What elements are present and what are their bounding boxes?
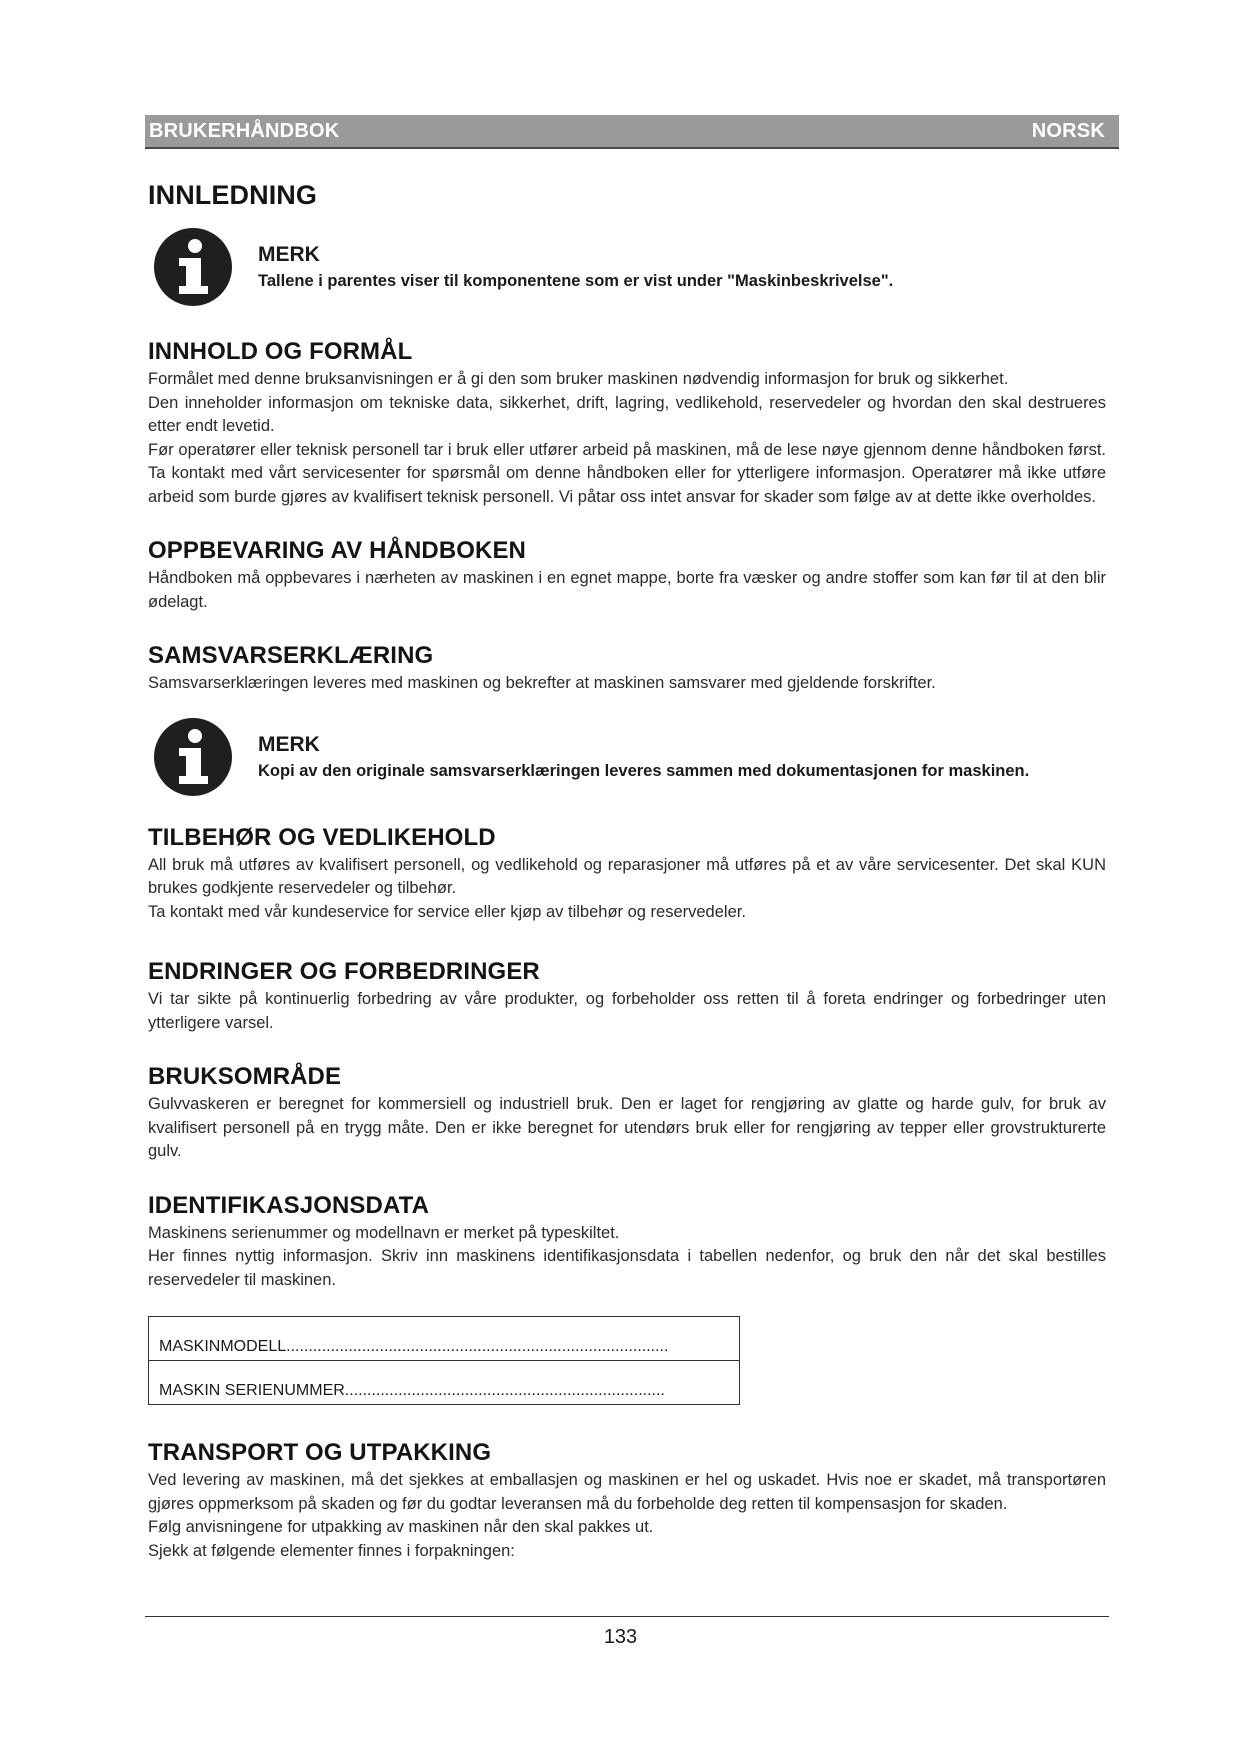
section-title-content-purpose: INNHOLD OG FORMÅL: [148, 338, 413, 365]
paragraph: Gulvvaskeren er beregnet for kommersiell og industriell bruk. Den er laget for rengjøring av glatte og harde gulv, for bruk av kvalifisert personell på en trygg måte. Den er ikke beregnet for utendørs bruk eller for rengjøring av tepper eller grovstrukturerte gulv.: [148, 1095, 1106, 1160]
paragraph: Formålet med denne bruksanvisningen er å gi den som bruker maskinen nødvendig informasjon for bruk og sikkerhet.: [148, 370, 1009, 388]
paragraph: Den inneholder informasjon om tekniske data, sikkerhet, drift, lagring, vedlikehold, reservedeler og hvordan den skal destrueres etter endt levetid.: [148, 393, 1106, 435]
paragraph: Maskinens serienummer og modellnavn er merket på typeskiltet.: [148, 1223, 620, 1242]
section-title-accessories: TILBEHØR OG VEDLIKEHOLD: [148, 823, 496, 851]
footer-divider: [145, 1616, 1109, 1617]
document-header: [145, 115, 1119, 149]
note-title: MERK: [258, 732, 320, 756]
note-text: Kopi av den originale samsvarserklæringen leveres sammen med dokumentasjonen for maskinen.: [258, 761, 1030, 780]
section-title-usage: BRUKSOMRÅDE: [148, 1063, 342, 1090]
header-language: NORSK: [1031, 119, 1105, 142]
paragraph: Følg anvisningene for utpakking av maskinen når den skal pakkes ut.: [148, 1518, 654, 1536]
note-box-conformity: [148, 714, 1106, 800]
section-title-introduction: INNLEDNING: [148, 180, 317, 210]
paragraph: Her finnes nyttig informasjon. Skriv inn maskinens identifikasjonsdata i tabellen nedenfor, og bruk den når det skal bestilles reservedeler til maskinen.: [148, 1247, 1106, 1289]
section-title-identification: IDENTIFIKASJONSDATA: [148, 1191, 430, 1219]
paragraph: Ved levering av maskinen, må det sjekkes at emballasjen og maskinen er hel og uskadet. Hvis noe er skadet, må transportøren gjøres oppmerksom på skaden og før du godtar leveransen må du forbeholde deg retten til kompensasjon for skaden.: [148, 1471, 1106, 1513]
note-box-components: [148, 224, 1106, 310]
paragraph: Samsvarserklæringen leveres med maskinen og bekrefter at maskinen samsvarer med gjeldende forskrifter.: [148, 674, 936, 692]
page-number: 133: [603, 1626, 638, 1648]
paragraph: Sjekk at følgende elementer finnes i forpakningen:: [148, 1541, 515, 1560]
info-icon: [154, 228, 232, 306]
machine-model-field: MASKINMODELL......................................................................................: [149, 1317, 740, 1361]
info-icon: [154, 718, 232, 796]
paragraph: Håndboken må oppbevares i nærheten av maskinen i en egnet mappe, borte fra væsker og andre stoffer som kan før til at den blir ødelagt.: [148, 569, 1106, 611]
identification-table: [148, 1316, 740, 1405]
note-title: MERK: [258, 243, 320, 266]
note-text: Tallene i parentes viser til komponentene som er vist under "Maskinbeskrivelse".: [258, 272, 894, 290]
paragraph: All bruk må utføres av kvalifisert personell, og vedlikehold og reparasjoner må utføres på et av våre servicesenter. Det skal KUN brukes godkjente reservedeler og tilbehør.: [148, 855, 1106, 897]
paragraph: Ta kontakt med vår kundeservice for service eller kjøp av tilbehør og reservedeler.: [148, 902, 746, 921]
header-manual-title: BRUKERHÅNDBOK: [149, 119, 340, 142]
document-body: [148, 176, 1106, 1563]
section-title-transport: TRANSPORT OG UTPAKKING: [148, 1439, 492, 1466]
section-title-changes: ENDRINGER OG FORBEDRINGER: [148, 958, 540, 985]
paragraph: Vi tar sikte på kontinuerlig forbedring av våre produkter, og forbeholder oss retten til å foreta endringer og forbedringer uten ytterligere varsel.: [148, 990, 1106, 1032]
section-title-storage: OPPBEVARING AV HÅNDBOKEN: [148, 537, 526, 564]
serial-number-field: MASKIN SERIENUMMER........................................................................: [149, 1361, 740, 1405]
table-row: [149, 1361, 740, 1405]
table-row: [149, 1317, 740, 1361]
paragraph: Før operatører eller teknisk personell tar i bruk eller utfører arbeid på maskinen, må de lese nøye gjennom denne håndboken først. Ta kontakt med vårt servicesenter for spørsmål om denne håndboken eller for ytterligere informasjon. Operatører må ikke utføre arbeid som burde gjøres av kvalifisert teknisk personell. Vi påtar oss intet ansvar for skader som følge av at dette ikke overholdes.: [148, 440, 1106, 506]
section-title-conformity: SAMSVARSERKLÆRING: [148, 642, 434, 669]
